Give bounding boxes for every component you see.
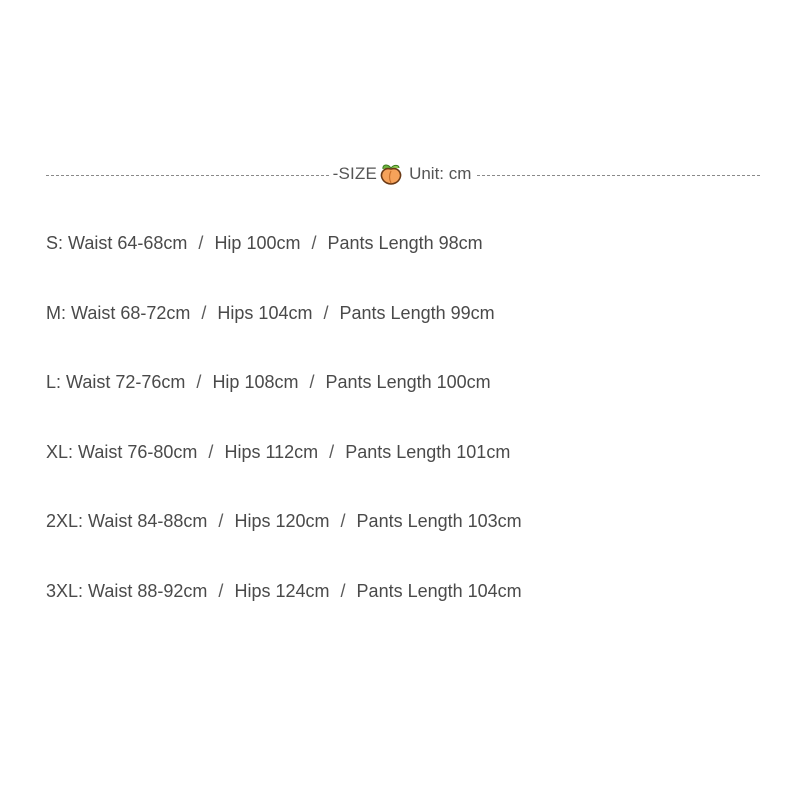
waist-measure: Waist 64-68cm	[68, 233, 188, 253]
waist-measure: Waist 72-76cm	[66, 372, 186, 393]
hip-measure: Hips 104cm	[217, 302, 313, 323]
length-measure: Pants Length 100cm	[325, 372, 491, 393]
size-header	[46, 162, 760, 186]
size-label: -SIZE	[332, 164, 378, 183]
size-row-l	[46, 370, 766, 440]
hip-measure: Hips 124cm	[234, 580, 330, 601]
peach-icon	[379, 163, 403, 185]
hip-measure: Hip 108cm	[212, 372, 299, 393]
separator: /	[323, 302, 329, 323]
size-name: XL:	[46, 441, 79, 462]
size-chart	[46, 231, 766, 649]
unit-label: Unit: cm	[409, 164, 472, 183]
length-measure: Pants Length 98cm	[327, 233, 483, 253]
waist-measure: Waist 76-80cm	[78, 441, 198, 462]
separator: /	[201, 302, 207, 323]
separator: /	[198, 233, 204, 253]
hip-measure: Hips 112cm	[224, 441, 319, 462]
separator: /	[311, 233, 317, 253]
waist-measure: Waist 88-92cm	[88, 580, 208, 601]
dashed-divider-right	[477, 175, 760, 176]
separator: /	[340, 580, 346, 601]
separator: /	[309, 372, 315, 393]
size-name: L:	[46, 372, 67, 393]
size-name: S:	[46, 233, 69, 253]
length-measure: Pants Length 99cm	[339, 302, 495, 323]
waist-measure: Waist 84-88cm	[88, 511, 208, 532]
separator: /	[340, 511, 346, 532]
size-row-3xl	[46, 579, 766, 649]
separator: /	[218, 511, 224, 532]
separator: /	[329, 441, 335, 462]
hip-measure: Hips 120cm	[234, 511, 330, 532]
size-name: M:	[46, 302, 71, 323]
hip-measure: Hip 100cm	[214, 233, 301, 253]
separator: /	[196, 372, 202, 393]
length-measure: Pants Length 104cm	[356, 580, 522, 601]
size-row-s	[46, 231, 766, 301]
size-name: 2XL:	[46, 511, 89, 532]
separator: /	[208, 441, 214, 462]
size-row-2xl	[46, 509, 766, 579]
waist-measure: Waist 68-72cm	[71, 302, 191, 323]
length-measure: Pants Length 101cm	[345, 441, 511, 462]
dashed-divider-left	[46, 175, 329, 176]
size-row-m	[46, 301, 766, 371]
separator: /	[218, 580, 224, 601]
size-row-xl	[46, 440, 766, 510]
length-measure: Pants Length 103cm	[356, 511, 522, 532]
size-name: 3XL:	[46, 580, 89, 601]
